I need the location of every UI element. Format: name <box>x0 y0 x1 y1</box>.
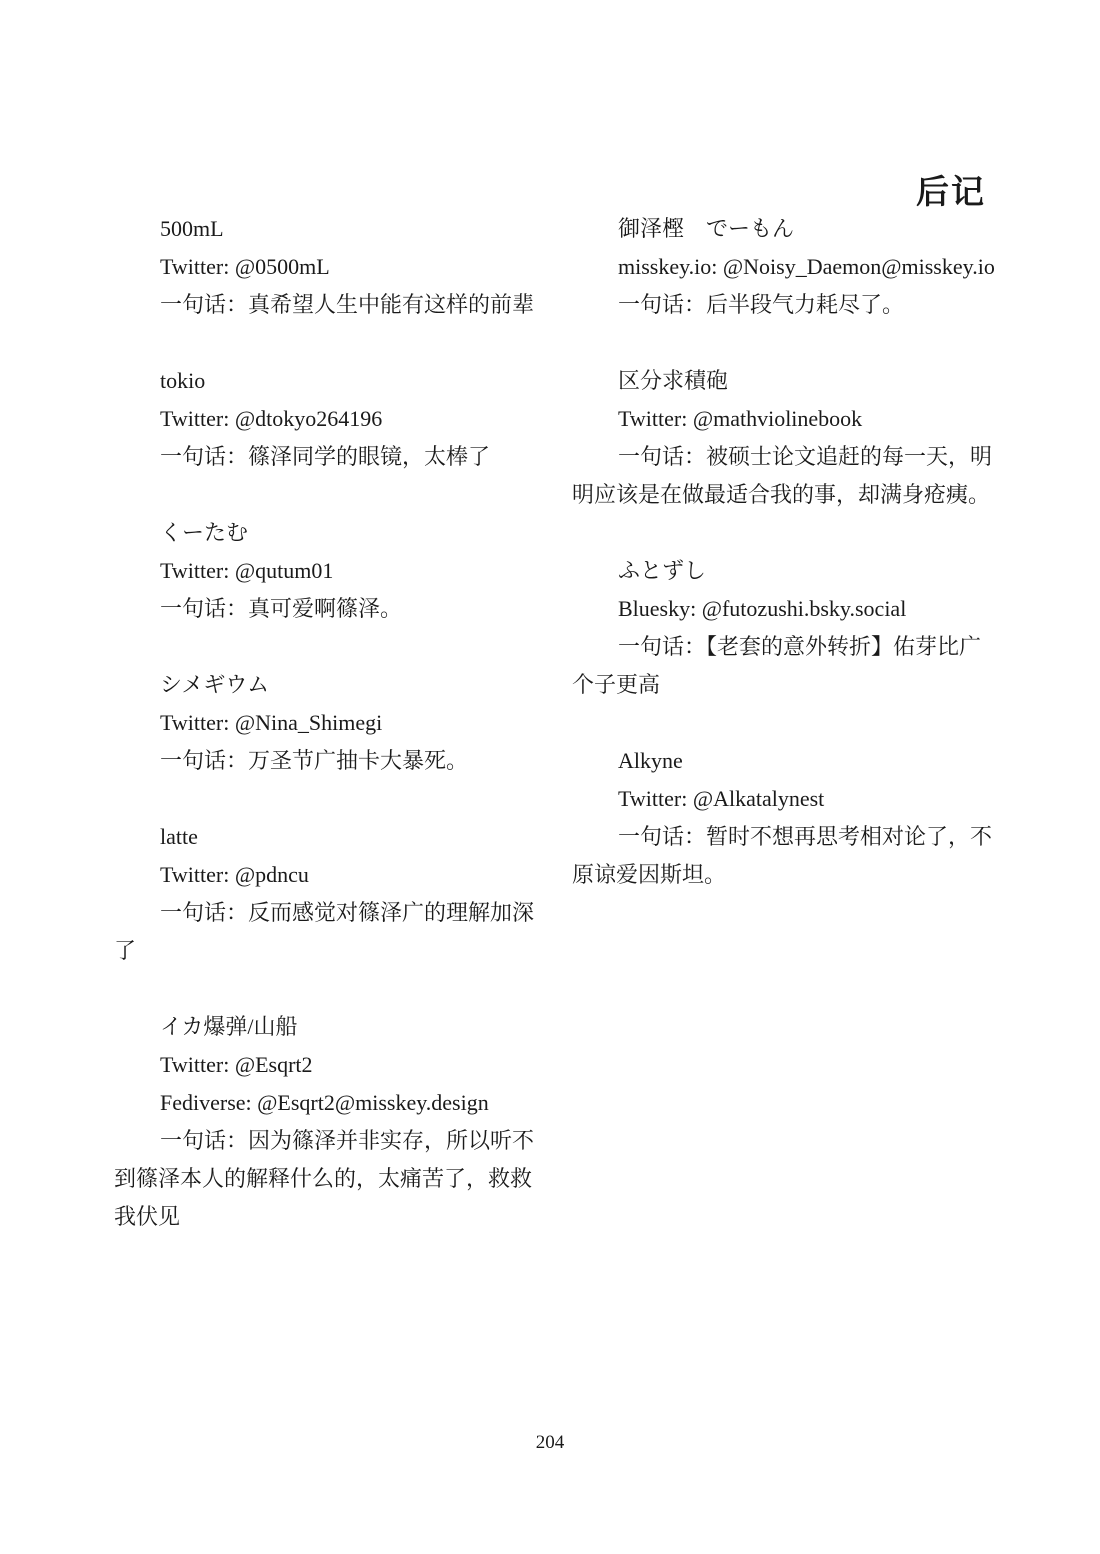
contributor-name: Alkyne <box>618 748 683 773</box>
contributor-comment: 一句话：暂时不想再思考相对论了，不原谅爱因斯坦。 <box>572 824 993 887</box>
contributor-handle: Twitter: @Esqrt2 <box>160 1052 313 1077</box>
contributor-name: latte <box>160 824 198 849</box>
left-column <box>114 210 534 1274</box>
contributor-entry <box>572 362 997 514</box>
contributor-name: ふとずし <box>618 558 707 583</box>
contributor-entry <box>572 210 997 324</box>
contributor-name: 区分求積砲 <box>618 368 729 393</box>
contributor-name: tokio <box>160 368 206 393</box>
contributor-entry <box>114 818 534 970</box>
contributor-comment: 一句话：篠泽同学的眼镜，太棒了 <box>160 444 491 469</box>
contributor-comment: 一句话：因为篠泽并非实存，所以听不到篠泽本人的解释什么的，太痛苦了，救救我伏见 <box>114 1128 535 1229</box>
contributor-name: くーたむ <box>160 520 249 545</box>
contributor-name: シメギウム <box>160 672 270 697</box>
contributor-comment: 一句话：被硕士论文追赶的每一天，明明应该是在做最适合我的事，却满身疮痍。 <box>572 444 993 507</box>
contributor-entry <box>572 742 997 894</box>
contributor-name: 御泽樫 でーもん <box>618 216 795 241</box>
contributor-handle: Bluesky: @futozushi.bsky.social <box>618 596 907 621</box>
right-column <box>572 210 997 932</box>
contributor-handle: misskey.io: @Noisy_Daemon@misskey.io <box>618 254 995 279</box>
contributor-handle: Twitter: @0500mL <box>160 254 330 279</box>
contributor-handle: Twitter: @Nina_Shimegi <box>160 710 383 735</box>
contributor-comment: 一句话：万圣节广抽卡大暴死。 <box>160 748 469 773</box>
page-number: 204 <box>535 1432 565 1453</box>
contributor-comment: 一句话：后半段气力耗尽了。 <box>618 292 905 317</box>
contributor-name: イカ爆弹/山船 <box>160 1014 298 1039</box>
contributor-handle: Fediverse: @Esqrt2@misskey.design <box>160 1090 489 1115</box>
contributor-entry <box>114 362 534 476</box>
contributor-comment: 一句话：反而感觉对篠泽广的理解加深了 <box>114 900 535 963</box>
contributor-handle: Twitter: @mathviolinebook <box>618 406 863 431</box>
contributor-entry <box>572 552 997 704</box>
contributor-handle: Twitter: @Alkatalynest <box>618 786 825 811</box>
contributor-entry <box>114 1008 534 1236</box>
contributor-name: 500mL <box>160 216 224 241</box>
contributor-entry <box>114 514 534 628</box>
contributor-comment: 一句话：真可爱啊篠泽。 <box>160 596 403 621</box>
contributor-comment: 一句话：【老套的意外转折】佑芽比广个子更高 <box>572 634 982 697</box>
contributor-entry <box>114 666 534 780</box>
contributor-comment: 一句话：真希望人生中能有这样的前辈 <box>160 292 535 317</box>
contributor-handle: Twitter: @qutum01 <box>160 558 334 583</box>
contributor-handle: Twitter: @dtokyo264196 <box>160 406 383 431</box>
contributor-entry <box>114 210 534 324</box>
contributor-handle: Twitter: @pdncu <box>160 862 309 887</box>
page-title: 后记 <box>916 172 986 211</box>
